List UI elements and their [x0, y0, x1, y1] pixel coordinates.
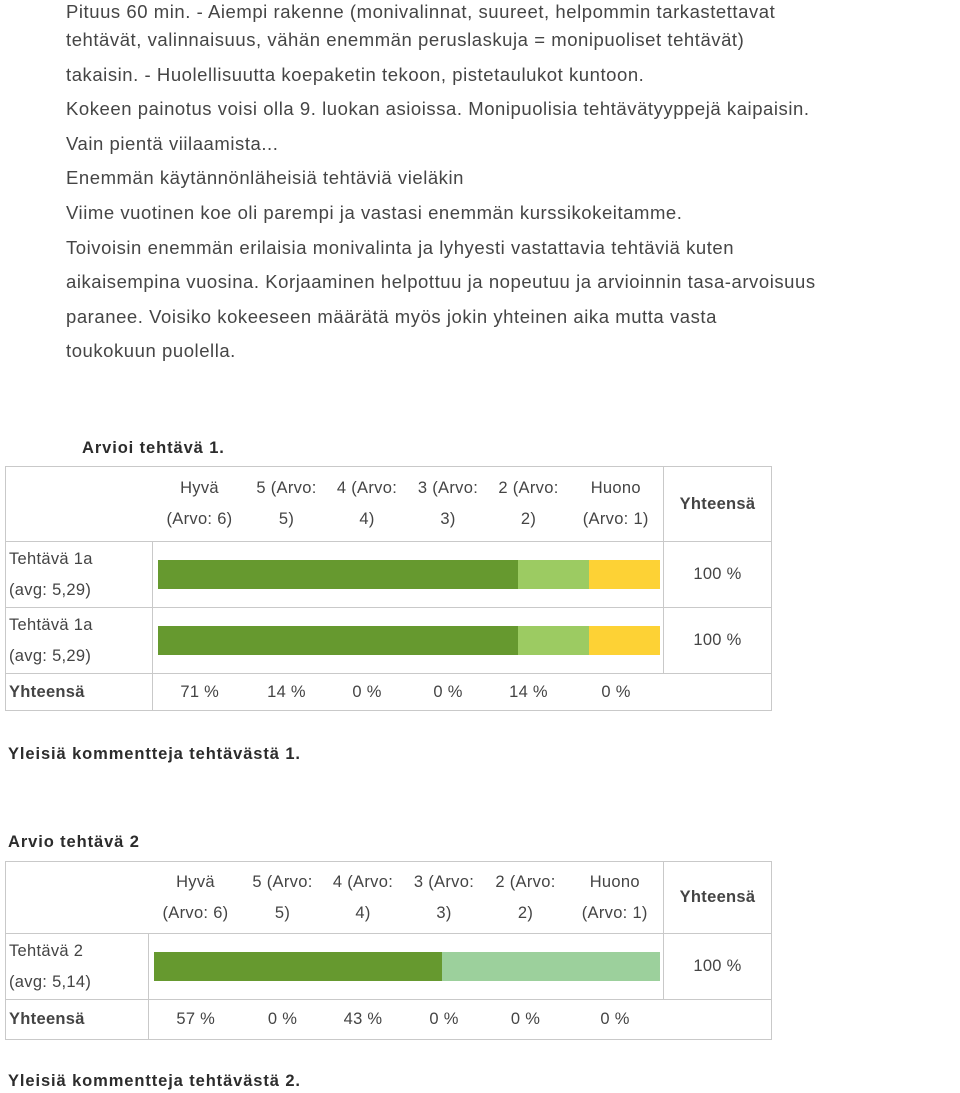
column-header-5: 5 (Arvo: 5) [243, 862, 323, 934]
row-total: 100 % [664, 608, 772, 674]
summary-empty [664, 1000, 772, 1040]
summary-value: 14 % [489, 674, 569, 711]
column-header-4: 4 (Arvo: 4) [323, 862, 404, 934]
summary-value: 71 % [153, 674, 247, 711]
summary-value: 14 % [247, 674, 327, 711]
total-column-header: Yhteensä [664, 467, 772, 542]
summary-value: 43 % [323, 1000, 404, 1040]
rating-table-2 [5, 861, 772, 1040]
bar-segment-rating-6 [154, 952, 442, 981]
comment-line: takaisin. - Huolellisuutta koepaketin tekoon, pistetaulukot kuntoon. [66, 63, 645, 85]
comment-line: Enemmän käytännönläheisiä tehtäviä vieläkin [66, 167, 464, 189]
row-total: 100 % [664, 934, 772, 1000]
row-total: 100 % [664, 542, 772, 608]
comment-line: Vain pientä viilaamista... [66, 132, 279, 154]
section-2-heading: Arvio tehtävä 2 [8, 833, 140, 851]
column-header-6: Hyvä (Arvo: 6) [153, 467, 247, 542]
bar-segment-rating-5 [518, 626, 589, 655]
section-1-comments-heading: Yleisiä kommentteja tehtävästä 1. [8, 745, 301, 763]
comment-line: Toivoisin enemmän erilaisia monivalinta ja lyhyesti vastattavia tehtäviä kuten [66, 236, 735, 258]
corner-cell [6, 467, 153, 542]
distribution-bar-cell [149, 934, 664, 1000]
comment-line: Viime vuotinen koe oli parempi ja vastasi enemmän kurssikokeitamme. [66, 201, 683, 223]
total-column-header: Yhteensä [664, 862, 772, 934]
comment-line: paranee. Voisiko kokeeseen määrätä myös jokin yhteinen aika mutta vasta [66, 305, 717, 327]
summary-value: 0 % [567, 1000, 664, 1040]
bar-segment-rating-6 [158, 560, 518, 589]
bar-segment-rating-5 [518, 560, 589, 589]
column-header-6: Hyvä (Arvo: 6) [149, 862, 243, 934]
section-1-heading: Arvioi tehtävä 1. [82, 439, 225, 457]
column-header-4: 4 (Arvo: 4) [327, 467, 408, 542]
column-header-1: Huono (Arvo: 1) [569, 467, 664, 542]
summary-value: 0 % [408, 674, 489, 711]
column-header-5: 5 (Arvo: 5) [247, 467, 327, 542]
distribution-bar-cell [153, 542, 664, 608]
column-header-3: 3 (Arvo: 3) [404, 862, 485, 934]
comment-line: tehtävät, valinnaisuus, vähän enemmän peruslaskuja = monipuoliset tehtävät) [66, 29, 745, 50]
summary-value: 0 % [569, 674, 664, 711]
corner-cell [6, 862, 149, 934]
distribution-bar-cell [153, 608, 664, 674]
summary-label: Yhteensä [6, 674, 153, 711]
row-label: Tehtävä 1a (avg: 5,29) [6, 608, 153, 674]
row-label: Tehtävä 2 (avg: 5,14) [6, 934, 149, 1000]
column-header-2: 2 (Arvo: 2) [485, 862, 567, 934]
column-header-2: 2 (Arvo: 2) [489, 467, 569, 542]
summary-label: Yhteensä [6, 1000, 149, 1040]
comment-line: Pituus 60 min. - Aiempi rakenne (monivalinnat, suureet, helpommin tarkastettavat [66, 1, 776, 22]
column-header-3: 3 (Arvo: 3) [408, 467, 489, 542]
previous-comments [66, 0, 960, 369]
comment-line: aikaisempina vuosina. Korjaaminen helpottuu ja nopeutuu ja arvioinnin tasa-arvoisuus [66, 271, 816, 293]
bar-segment-rating-6 [158, 626, 518, 655]
summary-value: 57 % [149, 1000, 243, 1040]
distribution-bar [154, 952, 660, 981]
column-header-1: Huono (Arvo: 1) [567, 862, 664, 934]
summary-empty [664, 674, 772, 711]
comment-line: Kokeen painotus voisi olla 9. luokan asioissa. Monipuolisia tehtävätyyppejä kaipaisin. [66, 98, 810, 120]
section-2-comments-heading: Yleisiä kommentteja tehtävästä 2. [8, 1072, 301, 1090]
comment-line: toukokuun puolella. [66, 340, 236, 362]
summary-value: 0 % [243, 1000, 323, 1040]
summary-value: 0 % [485, 1000, 567, 1040]
bar-segment-rating-2 [589, 626, 660, 655]
bar-segment-rating-4 [442, 952, 660, 981]
bar-segment-rating-2 [589, 560, 660, 589]
distribution-bar [158, 560, 660, 589]
summary-value: 0 % [404, 1000, 485, 1040]
distribution-bar [158, 626, 660, 655]
rating-table-1 [5, 466, 772, 711]
row-label: Tehtävä 1a (avg: 5,29) [6, 542, 153, 608]
summary-value: 0 % [327, 674, 408, 711]
